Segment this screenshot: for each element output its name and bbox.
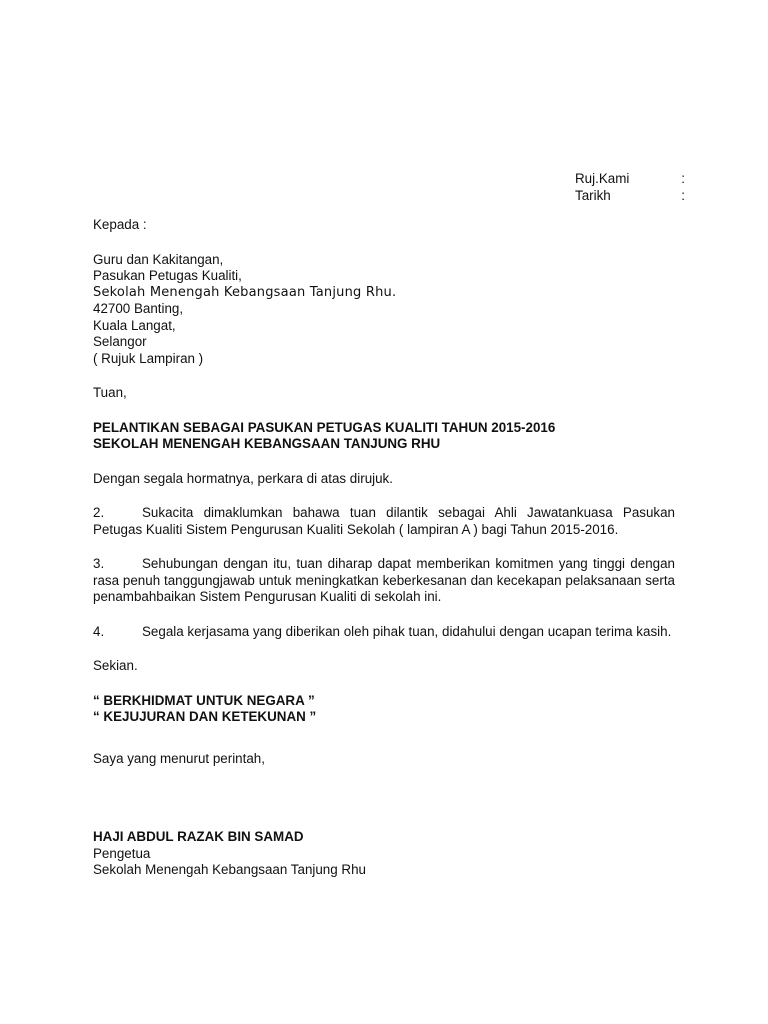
motto-line: “ KEJUJURAN DAN KETEKUNAN ” [93, 709, 317, 724]
address-line: Kuala Langat, [93, 317, 176, 333]
ruj-kami-label: Ruj.Kami [575, 171, 630, 186]
address-line: 42700 Banting, [93, 301, 184, 316]
ruj-kami-row [575, 171, 685, 188]
sekian-text: Sekian. [93, 658, 138, 673]
paragraph-number: 4. [93, 623, 105, 639]
subject-line: PELANTIKAN SEBAGAI PASUKAN PETUGAS KUALITI TAHUN 2015-2016 [93, 419, 556, 435]
address-line: Sekolah Menengah Kebangsaan Tanjung Rhu. [93, 284, 397, 300]
recipient-address [93, 252, 675, 368]
tarikh-row [575, 188, 685, 205]
address-line: ( Rujuk Lampiran ) [93, 350, 204, 366]
letter-body [93, 217, 675, 879]
tarikh-colon: : [681, 188, 685, 203]
paragraph-3 [93, 556, 675, 606]
paragraph-4 [93, 624, 675, 641]
motto-line: “ BERKHIDMAT UNTUK NEGARA ” [93, 692, 315, 708]
address-line: Selangor [93, 334, 147, 349]
tarikh-label: Tarikh [575, 188, 611, 203]
paragraph-number: 2. [93, 505, 105, 520]
signatory-name: HAJI ABDUL RAZAK BIN SAMAD [93, 829, 304, 844]
intro-paragraph: Dengan segala hormatnya, perkara di atas dirujuk. [93, 470, 393, 486]
salutation: Tuan, [93, 385, 127, 400]
paragraph-text: Segala kerjasama yang diberikan oleh pihak tuan, didahului dengan ucapan terima kasih. [142, 623, 672, 639]
paragraph-number: 3. [93, 556, 105, 571]
subject-line: SEKOLAH MENENGAH KEBANGSAAN TANJUNG RHU [93, 436, 441, 451]
yours-faithfully: Saya yang menurut perintah, [93, 750, 265, 766]
paragraph-2 [93, 505, 675, 538]
address-line: Pasukan Petugas Kualiti, [93, 268, 242, 283]
paragraph-text: Sukacita dimaklumkan bahawa tuan dilantik sebagai Ahli Jawatankuasa Pasukan Petugas Kualiti Sistem Pengurusan Kualiti Sekolah ( lampiran A ) bagi Tahun 2015-2016. [93, 505, 675, 537]
reference-block [575, 171, 685, 205]
motto-block [93, 693, 675, 726]
address-line: Guru dan Kakitangan, [93, 251, 224, 267]
signatory-title: Pengetua [93, 845, 151, 861]
signatory-school: Sekolah Menengah Kebangsaan Tanjung Rhu [93, 862, 366, 877]
paragraph-text: Sehubungan dengan itu, tuan diharap dapat memberikan komitmen yang tinggi dengan rasa penuh tanggungjawab untuk meningkatkan keberkesanan dan kecekapan pelaksanaan serta penambahbaikan Sistem Pengurusan Kualiti di sekolah ini. [93, 556, 675, 604]
recipient-greeting: Kepada : [93, 217, 147, 232]
signature-block [93, 829, 675, 879]
ruj-kami-colon: : [681, 171, 685, 186]
subject-heading [93, 420, 675, 453]
